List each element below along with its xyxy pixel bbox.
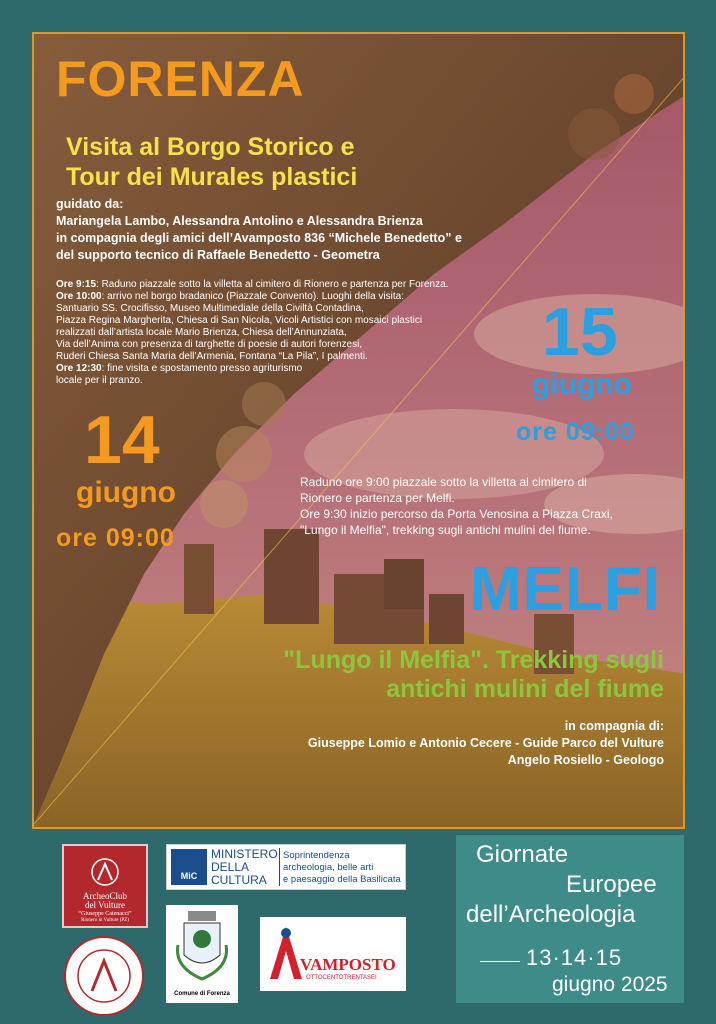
schedule-line bbox=[56, 303, 448, 315]
ministero-divider bbox=[279, 848, 280, 886]
schedule-line bbox=[56, 327, 448, 339]
schedule-text: : fine visita e spostamento presso agriturismo bbox=[101, 363, 303, 374]
schedule-line bbox=[56, 291, 448, 303]
archeoclub-vulture-logo bbox=[62, 844, 148, 928]
melfi-info-line2: Rionero e partenza per Melfi. bbox=[300, 491, 455, 505]
mic-label: MiC bbox=[180, 871, 198, 881]
avamposto-logo bbox=[260, 917, 406, 991]
schedule-line bbox=[56, 279, 448, 291]
schedule-line bbox=[56, 339, 448, 351]
poster bbox=[32, 32, 685, 829]
melfi-info-line1: Raduno ore 9:00 piazzale sotto la villetta al cimitero di bbox=[300, 475, 587, 489]
comune-forenza-logo bbox=[166, 905, 238, 1003]
forenza-day: 14 bbox=[84, 402, 160, 478]
archeoclub-dedication: “Giuseppe Catenacci” bbox=[78, 911, 132, 917]
ministero-line2: DELLA bbox=[211, 860, 250, 874]
archeoclub-italia-text bbox=[62, 970, 146, 976]
guides-line2: in compagnia degli amici dell’Avamposto 836 “Michele Benedetto” e bbox=[56, 231, 462, 245]
event-month-year: giugno 2025 bbox=[552, 973, 668, 996]
schedule-text: Via dell’Anima con presenza di targhette di poesie di autori forenzesi, bbox=[56, 339, 363, 350]
schedule-text: realizzati dall’artista locale Mario Brienza, Chiesa dell’Annunziata, bbox=[56, 327, 347, 338]
mic-icon bbox=[171, 849, 207, 885]
forenza-guides bbox=[56, 196, 462, 264]
melfi-subtitle-line2: antichi mulini del fiume bbox=[386, 675, 664, 703]
archeoclub-mark-icon bbox=[64, 852, 146, 892]
melfi-company bbox=[234, 718, 664, 769]
melfi-subtitle bbox=[174, 646, 664, 704]
forenza-title: FORENZA bbox=[56, 51, 305, 107]
event-line2: Europee bbox=[566, 871, 657, 898]
forenza-schedule bbox=[56, 279, 448, 387]
forenza-month: giugno bbox=[76, 476, 176, 509]
avamposto-name: VAMPOSTO bbox=[300, 955, 396, 974]
coat-of-arms-icon bbox=[166, 905, 238, 989]
schedule-line bbox=[56, 375, 448, 387]
comune-label: Comune di Forenza bbox=[174, 991, 230, 997]
schedule-text: : arrivo nel borgo bradanico (Piazzale Convento). Luoghi della visita: bbox=[101, 291, 404, 302]
company-line2: Angelo Rosiello - Geologo bbox=[507, 753, 664, 767]
schedule-line bbox=[56, 363, 448, 375]
event-line1: Giornate bbox=[476, 841, 569, 868]
schedule-time: Ore 10:00 bbox=[56, 291, 102, 302]
schedule-time: Ore 12:30 bbox=[56, 363, 102, 374]
schedule-line bbox=[56, 351, 448, 363]
forenza-time: ore 09:00 bbox=[56, 524, 175, 552]
forenza-subtitle-line1: Visita al Borgo Storico e bbox=[66, 133, 355, 161]
archeoclub-name-line1: ArcheoClub bbox=[83, 891, 127, 901]
forenza-subtitle-line2: Tour dei Murales plastici bbox=[66, 163, 358, 191]
event-dates: 13·14·15 bbox=[526, 945, 623, 970]
company-line1: Giuseppe Lomio e Antonio Cecere - Guide Parco del Vulture bbox=[307, 736, 664, 750]
forenza-subtitle bbox=[66, 132, 357, 192]
archeoclub-italia-logo bbox=[62, 935, 146, 1017]
schedule-time: Ore 9:15 bbox=[56, 279, 97, 290]
schedule-text: Piazza Regina Margherita, Chiesa di San Nicola, Vicoli Artistici con mosaici plastici bbox=[56, 315, 423, 326]
ministero-line3: CULTURA bbox=[211, 873, 267, 887]
melfi-subtitle-line1: "Lungo il Melfia". Trekking sugli bbox=[283, 646, 664, 674]
schedule-text: : Raduno piazzale sotto la villetta al cimitero di Rionero e partenza per Forenza. bbox=[96, 279, 449, 290]
soprintendenza-line1: Soprintendenza bbox=[283, 850, 350, 861]
archeoclub-name-line2: del Vulture bbox=[84, 900, 126, 910]
ministero-logo bbox=[166, 844, 406, 890]
schedule-text: Ruderi Chiesa Santa Maria dell’Armenia, Fontana “La Pila”, I palmenti. bbox=[56, 351, 368, 362]
guides-line3: del supporto tecnico di Raffaele Benedetto - Geometra bbox=[56, 248, 380, 262]
archeoclub-italia-emblem-icon bbox=[62, 935, 146, 1017]
guides-line1: Mariangela Lambo, Alessandra Antolino e Alessandra Brienza bbox=[56, 214, 423, 228]
event-line3: dell’Archeologia bbox=[466, 901, 636, 928]
melfi-info-line4: "Lungo il Melfia", trekking sugli antichi mulini del fiume. bbox=[300, 523, 591, 537]
schedule-text: Santuario SS. Crocifisso, Museo Multimediale della Civiltà Contadina, bbox=[56, 303, 364, 314]
schedule-text: locale per il pranzo. bbox=[56, 375, 143, 386]
melfi-month: giugno bbox=[532, 368, 632, 401]
event-box bbox=[456, 835, 684, 1003]
guided-label: guidato da: bbox=[56, 197, 124, 211]
company-label: in compagnia di: bbox=[564, 719, 664, 733]
avamposto-sub: OTTOCENTOTRENTASEI bbox=[306, 975, 377, 981]
melfi-info-line3: Ore 9:30 inizio percorso da Porta Venosina a Piazza Craxi, bbox=[300, 507, 613, 521]
melfi-day: 15 bbox=[542, 294, 618, 370]
ministero-line1: MINISTERO bbox=[211, 847, 278, 861]
archeoclub-place: Rionero in Vulture (PZ) bbox=[81, 918, 129, 923]
soprintendenza-line3: e paesaggio della Basilicata bbox=[283, 874, 401, 885]
event-dash bbox=[480, 961, 520, 962]
melfi-time: ore 09:00 bbox=[516, 418, 635, 446]
schedule-line bbox=[56, 315, 448, 327]
melfi-info bbox=[300, 474, 613, 538]
melfi-title: MELFI bbox=[470, 555, 661, 624]
soprintendenza-line2: archeologia, belle arti bbox=[283, 862, 374, 873]
